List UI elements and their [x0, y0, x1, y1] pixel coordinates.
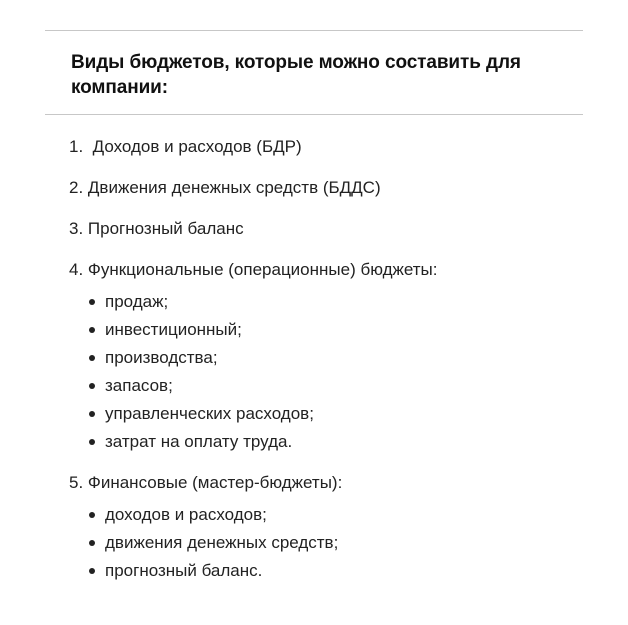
list-item-line: [69, 218, 583, 240]
bullet-dot-icon: [89, 299, 95, 305]
sub-list-item-text: затрат на оплату труда.: [105, 432, 293, 451]
bullet-dot-icon: [89, 355, 95, 361]
sub-list-item-text: доходов и расходов;: [105, 505, 267, 524]
list-item: [69, 472, 583, 582]
sub-list-item: [89, 504, 583, 526]
bullet-dot-icon: [89, 327, 95, 333]
bullet-dot-icon: [89, 439, 95, 445]
bullet-dot-icon: [89, 411, 95, 417]
sub-list-item: [89, 403, 583, 425]
list-item: [69, 218, 583, 240]
sub-list-item: [89, 560, 583, 582]
list-item-text: Прогнозный баланс: [87, 219, 244, 238]
heading-box: [45, 31, 583, 114]
list-item-line: [69, 259, 583, 281]
sub-list-item-text: производства;: [105, 348, 218, 367]
sub-list-item-text: продаж;: [105, 292, 169, 311]
sub-list-item: [89, 431, 583, 453]
bullet-dot-icon: [89, 512, 95, 518]
document-card: [45, 30, 583, 601]
sub-list-item: [89, 319, 583, 341]
sub-list-item: [89, 532, 583, 554]
sub-list: [69, 291, 583, 453]
list-item-number: 3.: [69, 219, 84, 238]
sub-list-item: [89, 375, 583, 397]
sub-list-item: [89, 291, 583, 313]
budget-types-list: [45, 115, 583, 582]
list-item-number: 2.: [69, 178, 84, 197]
sub-list-item-text: управленческих расходов;: [105, 404, 314, 423]
list-item: [69, 259, 583, 453]
list-item-number: 1.: [69, 137, 84, 156]
sub-list-item-text: инвестиционный;: [105, 320, 242, 339]
bullet-dot-icon: [89, 383, 95, 389]
list-item-line: [69, 136, 583, 158]
list-item-number: 5.: [69, 473, 84, 492]
list-item-text: Доходов и расходов (БДР): [87, 137, 302, 156]
list-item-text: Движения денежных средств (БДДС): [87, 178, 381, 197]
list-item-number: 4.: [69, 260, 84, 279]
page-title: Виды бюджетов, которые можно составить для компании:: [71, 52, 521, 98]
sub-list-item-text: движения денежных средств;: [105, 533, 339, 552]
sub-list: [69, 504, 583, 582]
sub-list-item-text: запасов;: [105, 376, 173, 395]
list-item: [69, 136, 583, 158]
list-item: [69, 177, 583, 199]
sub-list-item: [89, 347, 583, 369]
sub-list-item-text: прогнозный баланс.: [105, 561, 263, 580]
list-item-text: Финансовые (мастер-бюджеты):: [87, 473, 343, 492]
bullet-dot-icon: [89, 568, 95, 574]
list-item-line: [69, 177, 583, 199]
bullet-dot-icon: [89, 540, 95, 546]
list-item-line: [69, 472, 583, 494]
list-item-text: Функциональные (операционные) бюджеты:: [87, 260, 438, 279]
